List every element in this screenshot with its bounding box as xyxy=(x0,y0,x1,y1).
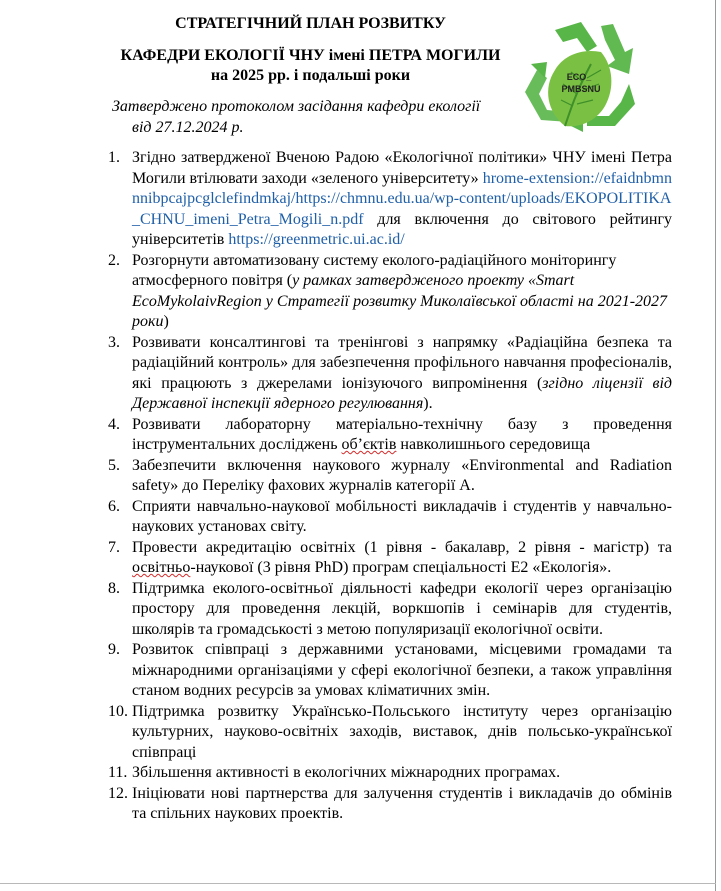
list-item xyxy=(108,640,672,702)
list-item xyxy=(108,538,672,579)
item-number: 6. xyxy=(108,497,120,515)
item-number: 4. xyxy=(108,415,120,433)
item-text: Згідно затвердженої Вченою Радою «Екологічної політики» ЧНУ імені Петра Могили втілювати заходи «зеленого університету» xyxy=(132,149,672,187)
item-number: 1. xyxy=(108,149,120,166)
ecopolicy-link[interactable]: hrome-extension://efaidnbmnnnibpcajpcglclefindmkaj/https://chmnu.edu.ua/wp-content/uploads/EKOPOLITIKA_CHNU_imeni_Petra_Mogili_n.pdf xyxy=(132,169,672,228)
item-text: Розгорнути автоматизовану систему еколого-радіаційного моніторингу атмосферного повітря ( xyxy=(132,251,617,289)
approval-note xyxy=(112,96,512,138)
strategic-plan-list xyxy=(108,148,672,825)
item-text: ) xyxy=(163,313,169,330)
spellcheck-word: освітньо xyxy=(132,559,191,576)
item-number: 10. xyxy=(108,702,128,720)
item-text: Забезпечити включення наукового журналу «Environmental and Radiation safety» до Переліку фахових журналів категорії А. xyxy=(132,456,672,494)
item-italic-text: у рамках затвердженого проекту «Smart EcoMykolaivRegion у Стратегії розвитку Миколаївської області на 2021-2027 роки xyxy=(132,272,668,330)
item-text: Збільшення активності в екологічних міжнародних програмах. xyxy=(132,764,561,781)
logo-text-1: ECO_ xyxy=(566,72,592,82)
list-item xyxy=(108,784,672,825)
list-item xyxy=(108,251,672,333)
item-number: 3. xyxy=(108,333,120,351)
item-text: Підтримка еколого-освітньої діяльності кафедри екології через організацію простору для проведення лекцій, воркшопів і семінарів для студентів, школярів та громадськості з метою популяризації екологічної освіти. xyxy=(132,579,672,638)
item-number: 12. xyxy=(108,784,128,802)
item-number: 5. xyxy=(108,456,120,474)
item-number: 9. xyxy=(108,641,120,658)
item-number: 11. xyxy=(108,764,128,781)
list-item xyxy=(108,763,672,784)
list-item xyxy=(108,415,672,456)
item-text: Розвиток співпраці з державними установами, місцевими громадами та міжнародними організаціями у сфері екологічної безпеки, а також управління станом водних ресурсів за умовах кліматичних змін. xyxy=(132,641,672,699)
item-text: Провести акредитацію освітніх (1 рівня - бакалавр, 2 рівня - магістр) та xyxy=(132,538,672,556)
item-number: 2. xyxy=(108,251,120,269)
item-text: -наукової (3 рівня PhD) програм спеціальності Е2 «Екологія». xyxy=(190,559,612,576)
item-text: ). xyxy=(423,395,433,412)
item-text: навколишнього середовища xyxy=(396,436,591,453)
title-line-2: КАФЕДРИ ЕКОЛОГІЇ ЧНУ імені ПЕТРА МОГИЛИ xyxy=(120,47,501,64)
list-item xyxy=(108,456,672,497)
item-text: Розвивати консалтингові та тренінгові з напрямку «Радіаційна безпека та радіаційний контроль» для забезпечення профільного навчання професіоналів, які працюють з джерелами іонізуючого випромінення ( xyxy=(132,333,672,392)
eco-pmbsnu-logo xyxy=(517,8,645,140)
page-edge-bottom xyxy=(0,883,716,884)
item-text: Сприяти навчально-наукової мобільності викладачів і студентів у навчально-наукових установах світу. xyxy=(132,497,672,535)
page-edge xyxy=(715,0,716,891)
list-item xyxy=(108,148,672,251)
approval-line-1: Затверджено протоколом засідання кафедри екології xyxy=(112,98,481,115)
item-text: Ініціювати нові партнерства для залучення студентів і викладачів до обмінів та спільних наукових проектів. xyxy=(132,784,672,822)
list-item xyxy=(108,702,672,764)
list-item xyxy=(108,333,672,415)
item-number: 7. xyxy=(108,538,120,556)
spellcheck-word: об’єктів xyxy=(341,436,397,453)
item-text: Підтримка розвитку Українсько-Польського інституту через організацію культурних, науково-освітніх заходів, виставок, днів польсько-української співпраці xyxy=(132,702,672,761)
item-text: Розвивати лабораторну матеріально-технічну базу з проведення інструментальних досліджень xyxy=(132,415,672,453)
greenmetric-link[interactable]: https://greenmetric.ui.ac.id/ xyxy=(228,231,405,248)
item-number: 8. xyxy=(108,579,120,597)
title-line-3: на 2025 рр. і подальші роки xyxy=(210,67,411,84)
approval-date: від 27.12.2024 р. xyxy=(132,119,244,136)
logo-text-2: PMBSNU xyxy=(561,84,601,94)
list-item xyxy=(108,579,672,641)
list-item xyxy=(108,497,672,538)
item-italic-text: згідно ліцензії від Державної інспекції ядерного регулювання xyxy=(132,374,673,412)
item-text: для включення до світового рейтингу університетів xyxy=(132,210,673,248)
title-line-1: СТРАТЕГІЧНИЙ ПЛАН РОЗВИТКУ xyxy=(175,15,446,32)
